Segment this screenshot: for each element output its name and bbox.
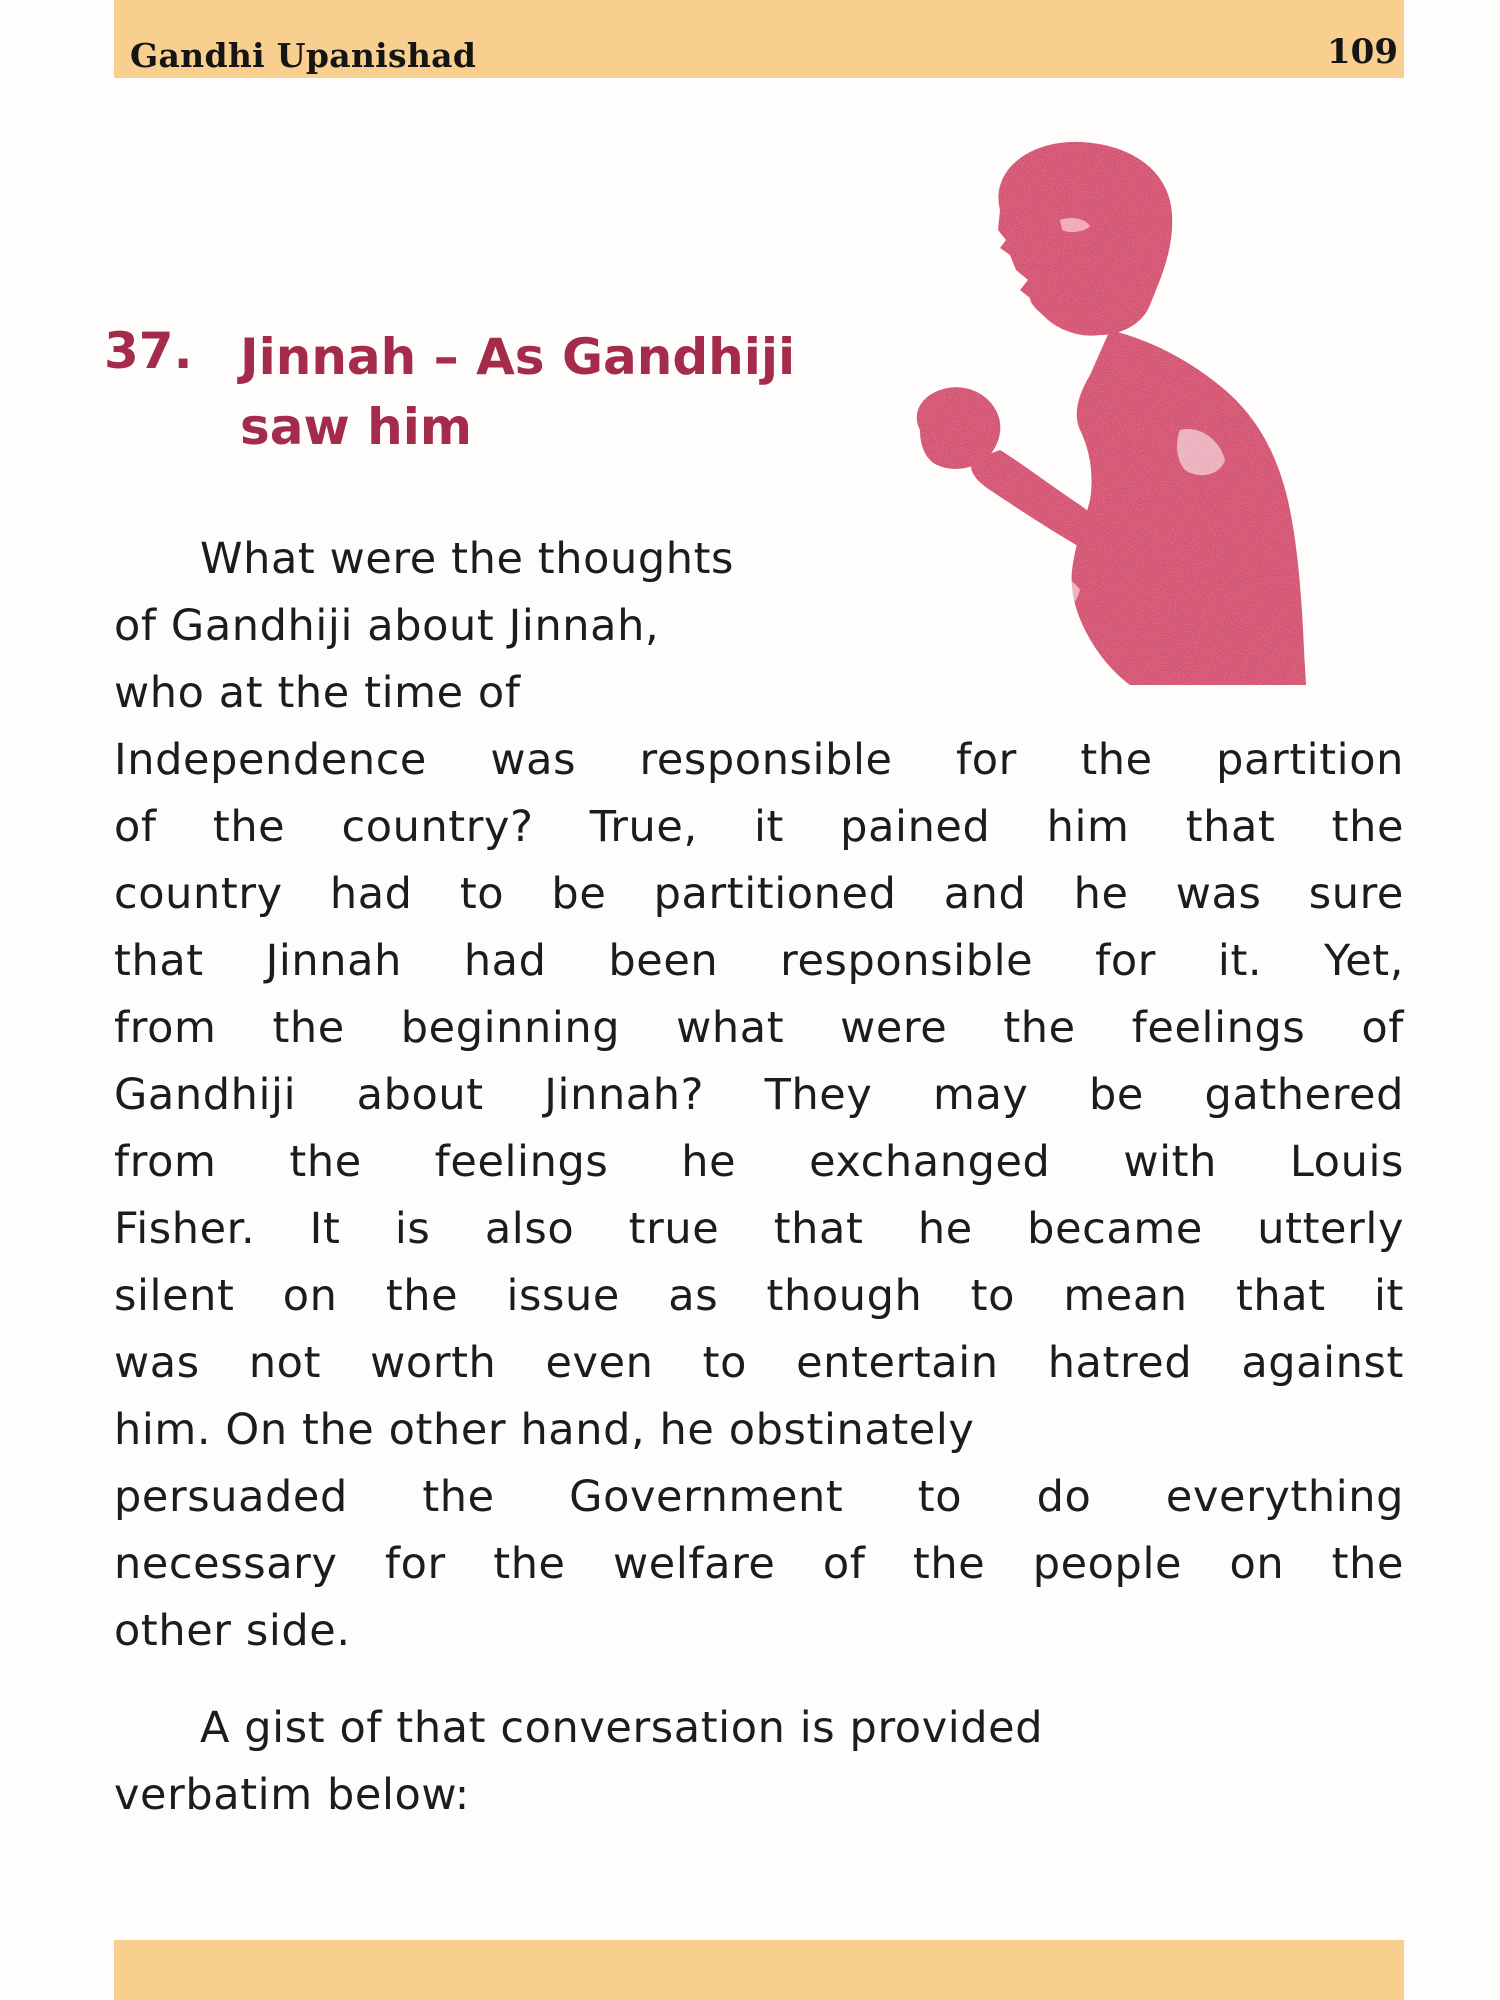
chapter-title-line-2: saw him [240, 398, 472, 456]
paragraph-2-line-2: verbatim below: [114, 1770, 470, 1820]
paragraph-1-line-5: of the country? True, it pained him that the [114, 802, 1404, 852]
body-text [114, 526, 1404, 1829]
chapter-title-line-1: Jinnah – As Gandhiji [240, 328, 796, 386]
paragraph-1-line-3: who at the time of [114, 668, 521, 718]
page-number: 109 [1327, 32, 1398, 72]
paragraph-1-line-15: persuaded the Government to do everything [114, 1472, 1404, 1522]
paragraph-1-line-16: necessary for the welfare of the people on the [114, 1539, 1404, 1589]
footer-band [114, 1940, 1404, 2000]
paragraph-1-line-12: silent on the issue as though to mean that it [114, 1271, 1404, 1321]
paragraph-1-line-13: was not worth even to entertain hatred against [114, 1338, 1404, 1388]
chapter-title [240, 322, 940, 462]
paragraph-1-line-8: from the beginning what were the feelings of [114, 1003, 1404, 1053]
paragraph-1-line-2: of Gandhiji about Jinnah, [114, 601, 660, 651]
paragraph-1-line-7: that Jinnah had been responsible for it. Yet, [114, 936, 1404, 986]
running-header-title: Gandhi Upanishad [130, 36, 477, 75]
paragraph-1-line-14: him. On the other hand, he obstinately [114, 1405, 975, 1455]
paragraph-2-line-1: A gist of that conversation is provided [200, 1703, 1044, 1753]
paragraph-1-line-4: Independence was responsible for the partition [114, 735, 1404, 785]
chapter-number: 37. [104, 322, 193, 380]
paragraph-gap [114, 1665, 1404, 1695]
paragraph-1-line-1: What were the thoughts [200, 534, 735, 584]
paragraph-1-line-10: from the feelings he exchanged with Louis [114, 1137, 1404, 1187]
paragraph-1-line-17: other side. [114, 1606, 351, 1656]
paragraph-1-line-6: country had to be partitioned and he was sure [114, 869, 1404, 919]
paragraph-1-line-9: Gandhiji about Jinnah? They may be gathered [114, 1070, 1404, 1120]
paragraph-1-line-11: Fisher. It is also true that he became utterly [114, 1204, 1404, 1254]
